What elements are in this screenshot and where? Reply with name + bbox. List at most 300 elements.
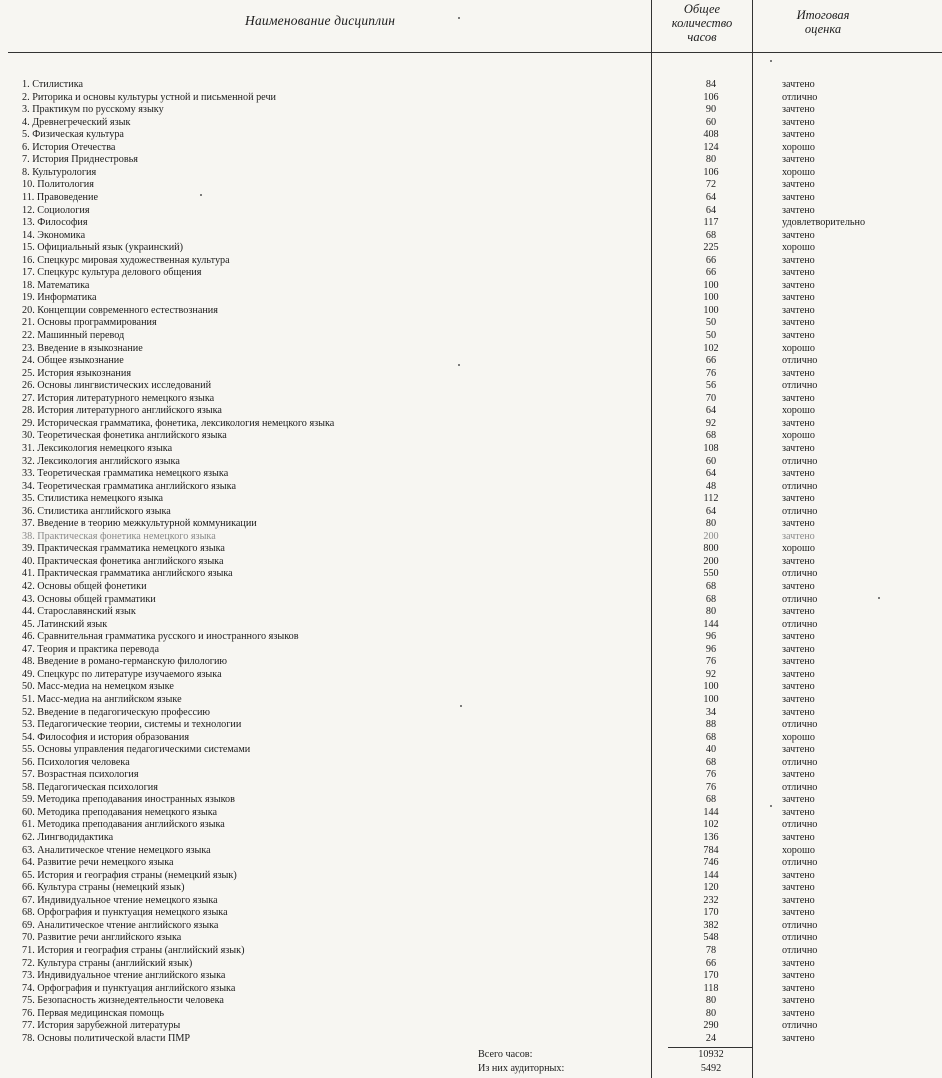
- row-number: 25.: [22, 367, 35, 379]
- hours-value: 56: [705, 380, 717, 392]
- discipline-title: Основы управления педагогическими системами: [37, 744, 251, 756]
- discipline-name: [22, 895, 218, 908]
- row-number: 69.: [22, 919, 35, 931]
- grade-value: зачтено: [782, 806, 815, 818]
- hours-value: 784: [703, 844, 719, 856]
- discipline-name: [22, 142, 115, 155]
- table-row: [0, 845, 942, 858]
- table-row: [0, 556, 942, 569]
- hours-value: 76: [705, 656, 717, 668]
- table-row: [0, 217, 942, 230]
- discipline-title: Социология: [37, 204, 90, 216]
- grade-value: зачтено: [782, 668, 815, 680]
- discipline-title: Лексикология английского языка: [37, 455, 180, 467]
- row-number: 23.: [22, 342, 35, 354]
- discipline-title: Введение в романо-германскую филологию: [37, 656, 228, 668]
- hours-value: 117: [703, 217, 719, 229]
- hours-value: 40: [705, 744, 717, 756]
- discipline-title: Основы общей грамматики: [37, 593, 156, 605]
- discipline-name: [22, 531, 216, 544]
- grade-value: отлично: [782, 919, 818, 931]
- discipline-name: [22, 819, 225, 832]
- discipline-title: Основы общей фонетики: [37, 581, 147, 592]
- discipline-title: Философия и история образования: [37, 731, 190, 743]
- hours-value: 92: [705, 668, 717, 680]
- grade-value: зачтено: [782, 417, 815, 429]
- hours-value: 550: [703, 568, 719, 580]
- grade-value: удовлетворительно: [782, 217, 866, 229]
- discipline-name: [22, 782, 158, 795]
- row-number: 45.: [22, 618, 35, 630]
- grade-value: отлично: [782, 1020, 818, 1032]
- discipline-name: [22, 945, 244, 958]
- grade-value: зачтено: [782, 330, 815, 341]
- column-header-grade: [768, 8, 878, 36]
- total-rule: [668, 1047, 752, 1048]
- hours-value: 100: [703, 304, 719, 316]
- row-number: 8.: [22, 166, 30, 178]
- discipline-name: [22, 393, 214, 406]
- discipline-title: Риторика и основы культуры устной и письменной речи: [32, 91, 277, 103]
- discipline-title: Спецкурс по литературе изучаемого языка: [37, 668, 222, 680]
- grade-value: зачтено: [782, 304, 815, 316]
- classroom-hours-label: Из них аудиторных:: [478, 1063, 565, 1074]
- table-row: [0, 882, 942, 895]
- hours-value: 80: [705, 995, 717, 1007]
- table-row: [0, 1020, 942, 1033]
- grade-value: зачтено: [782, 970, 815, 982]
- header-grade-line-2: оценка: [804, 22, 842, 36]
- row-number: 37.: [22, 518, 35, 530]
- row-number: 43.: [22, 593, 35, 605]
- hours-value: 66: [705, 254, 717, 266]
- row-number: 72.: [22, 957, 35, 969]
- discipline-name: [22, 267, 201, 280]
- hours-value: 225: [703, 242, 719, 254]
- table-row: [0, 606, 942, 619]
- discipline-title: Культурология: [32, 166, 97, 178]
- discipline-name: [22, 255, 230, 268]
- grade-value: зачтено: [782, 631, 815, 643]
- discipline-name: [22, 117, 130, 130]
- discipline-name: [22, 694, 182, 707]
- discipline-name: [22, 1033, 190, 1046]
- grade-value: отлично: [782, 781, 818, 793]
- table-row: [0, 568, 942, 581]
- table-row: [0, 857, 942, 870]
- row-number: 50.: [22, 681, 35, 693]
- discipline-name: [22, 405, 222, 418]
- discipline-title: Философия: [37, 217, 88, 229]
- discipline-name: [22, 920, 218, 933]
- grade-value: хорошо: [782, 141, 815, 153]
- row-number: 70.: [22, 932, 35, 944]
- row-number: 14.: [22, 229, 35, 241]
- discipline-name: [22, 179, 94, 192]
- discipline-title: Развитие речи немецкого языка: [37, 857, 174, 869]
- row-number: 75.: [22, 995, 35, 1007]
- table-row: [0, 255, 942, 268]
- discipline-title: Педагогические теории, системы и технологии: [37, 719, 242, 731]
- hours-value: 136: [703, 832, 719, 843]
- row-number: 54.: [22, 731, 35, 743]
- row-number: 64.: [22, 857, 35, 869]
- discipline-name: [22, 932, 181, 945]
- discipline-name: [22, 456, 180, 469]
- hours-value: 68: [705, 731, 717, 743]
- discipline-name: [22, 631, 299, 644]
- grade-value: отлично: [782, 593, 818, 605]
- hours-value: 76: [705, 367, 717, 379]
- grade-value: отлично: [782, 568, 818, 580]
- discipline-name: [22, 882, 185, 895]
- grade-value: зачтено: [782, 894, 815, 906]
- table-row: [0, 518, 942, 531]
- discipline-title: Методика преподавания английского языка: [37, 819, 225, 831]
- hours-value: 548: [703, 932, 719, 944]
- discipline-title: Спецкурс культура делового общения: [37, 267, 202, 279]
- discipline-name: [22, 845, 211, 858]
- discipline-title: Политология: [37, 179, 94, 191]
- grade-value: отлично: [782, 618, 818, 630]
- row-number: 17.: [22, 267, 35, 279]
- row-number: 66.: [22, 882, 35, 894]
- grade-value: зачтено: [782, 794, 815, 806]
- hours-value: 100: [703, 292, 719, 304]
- row-number: 71.: [22, 944, 35, 956]
- discipline-title: Масс-медиа на английском языке: [37, 693, 182, 705]
- discipline-name: [22, 619, 107, 632]
- grade-value: отлично: [782, 932, 818, 944]
- discipline-title: Историческая грамматика, фонетика, лексикология немецкого языка: [37, 417, 335, 429]
- hours-value: 78: [705, 944, 717, 956]
- discipline-title: Практическая фонетика английского языка: [37, 555, 224, 567]
- table-row: [0, 870, 942, 883]
- grade-value: зачтено: [782, 643, 815, 655]
- table-row: [0, 794, 942, 807]
- table-row: [0, 330, 942, 343]
- row-number: 41.: [22, 568, 35, 580]
- grade-value: отлично: [782, 819, 818, 831]
- discipline-name: [22, 606, 136, 619]
- table-row: [0, 669, 942, 682]
- discipline-name: [22, 669, 222, 682]
- discipline-name: [22, 681, 174, 694]
- table-row: [0, 694, 942, 707]
- table-row: [0, 619, 942, 632]
- table-row: [0, 179, 942, 192]
- row-number: 42.: [22, 581, 35, 592]
- grade-value: зачтено: [782, 367, 815, 379]
- discipline-name: [22, 983, 235, 996]
- hours-value: 72: [705, 179, 717, 191]
- discipline-title: Введение в педагогическую профессию: [37, 706, 211, 718]
- discipline-title: Психология человека: [37, 756, 130, 768]
- table-row: [0, 468, 942, 481]
- discipline-title: Теоретическая фонетика английского языка: [37, 430, 227, 442]
- row-number: 57.: [22, 769, 35, 781]
- row-number: 3.: [22, 104, 30, 116]
- row-number: 58.: [22, 781, 35, 793]
- header-hours-line-2: количество: [671, 16, 733, 30]
- row-number: 53.: [22, 719, 35, 731]
- table-row: [0, 719, 942, 732]
- table-row: [0, 154, 942, 167]
- hours-value: 66: [705, 267, 717, 279]
- hours-value: 70: [705, 392, 717, 404]
- hours-value: 68: [705, 794, 717, 806]
- hours-value: 100: [703, 681, 719, 693]
- discipline-title: История и география страны (немецкий язык): [37, 869, 237, 881]
- grade-value: зачтено: [782, 907, 815, 919]
- table-row: [0, 681, 942, 694]
- grade-value: зачтено: [782, 769, 815, 781]
- hours-value: 60: [705, 455, 717, 467]
- discipline-name: [22, 857, 174, 870]
- grade-value: хорошо: [782, 342, 815, 354]
- discipline-title: Развитие речи английского языка: [37, 932, 182, 944]
- discipline-name: [22, 581, 147, 594]
- grade-value: зачтено: [782, 279, 815, 291]
- table-row: [0, 656, 942, 669]
- discipline-name: [22, 769, 139, 782]
- table-row: [0, 493, 942, 506]
- discipline-name: [22, 481, 236, 494]
- grade-value: зачтено: [782, 656, 815, 668]
- hours-value: 96: [705, 643, 717, 655]
- row-number: 27.: [22, 392, 35, 404]
- row-number: 63.: [22, 844, 35, 856]
- row-number: 48.: [22, 656, 35, 668]
- discipline-name: [22, 832, 113, 845]
- discipline-name: [22, 468, 228, 481]
- discipline-title: Возрастная психология: [37, 769, 139, 781]
- table-row: [0, 267, 942, 280]
- hours-value: 144: [703, 806, 719, 818]
- row-number: 35.: [22, 493, 35, 505]
- hours-value: 88: [705, 719, 717, 731]
- table-row: [0, 819, 942, 832]
- row-number: 34.: [22, 480, 35, 492]
- scan-speck: [770, 60, 772, 62]
- row-number: 6.: [22, 141, 30, 153]
- discipline-title: Латинский язык: [37, 618, 108, 630]
- discipline-name: [22, 518, 257, 531]
- grade-value: хорошо: [782, 430, 815, 442]
- discipline-name: [22, 958, 192, 971]
- discipline-name: [22, 104, 164, 117]
- hours-value: 106: [703, 166, 719, 178]
- hours-value: 170: [703, 970, 719, 982]
- discipline-name: [22, 757, 130, 770]
- grade-value: зачтено: [782, 179, 815, 191]
- grade-value: зачтено: [782, 254, 815, 266]
- discipline-title: Теоретическая грамматика английского языка: [37, 480, 236, 492]
- row-number: 4.: [22, 116, 30, 128]
- table-row: [0, 192, 942, 205]
- discipline-title: Официальный язык (украинский): [37, 242, 184, 254]
- header-bottom-rule: [8, 52, 942, 53]
- grade-value: отлично: [782, 857, 818, 869]
- row-number: 44.: [22, 606, 35, 618]
- discipline-name: [22, 794, 235, 807]
- grade-value: зачтено: [782, 530, 815, 542]
- hours-value: 68: [705, 430, 717, 442]
- hours-value: 124: [703, 141, 719, 153]
- discipline-title: История литературного английского языка: [37, 405, 222, 417]
- table-row: [0, 506, 942, 519]
- total-hours-value: 10932: [698, 1049, 724, 1060]
- grade-value: зачтено: [782, 681, 815, 693]
- discipline-title: Лингводидактика: [37, 832, 114, 843]
- row-number: 59.: [22, 794, 35, 806]
- discipline-name: [22, 129, 124, 142]
- row-number: 39.: [22, 543, 35, 555]
- header-hours-line-3: часов: [687, 30, 717, 44]
- discipline-name: [22, 1020, 180, 1033]
- row-number: 60.: [22, 806, 35, 818]
- row-number: 29.: [22, 417, 35, 429]
- hours-value: 68: [705, 756, 717, 768]
- discipline-name: [22, 230, 85, 243]
- discipline-name: [22, 355, 124, 368]
- table-row: [0, 995, 942, 1008]
- table-row: [0, 757, 942, 770]
- table-row: [0, 305, 942, 318]
- grade-value: зачтено: [782, 229, 815, 241]
- discipline-title: Основы политической власти ПМР: [37, 1032, 191, 1044]
- discipline-name: [22, 292, 97, 305]
- discipline-title: Практическая грамматика немецкого языка: [37, 543, 225, 555]
- table-row: [0, 807, 942, 820]
- total-hours-label: Всего часов:: [478, 1049, 533, 1060]
- row-number: 5.: [22, 129, 30, 141]
- grade-value: хорошо: [782, 242, 815, 254]
- table-row: [0, 481, 942, 494]
- table-row: [0, 594, 942, 607]
- table-row: [0, 945, 942, 958]
- table-row: [0, 117, 942, 130]
- grade-value: зачтено: [782, 317, 815, 329]
- discipline-name: [22, 305, 218, 318]
- discipline-title: Практическая грамматика английского языка: [37, 568, 233, 580]
- table-row: [0, 368, 942, 381]
- grade-value: зачтено: [782, 79, 815, 90]
- discipline-name: [22, 418, 334, 431]
- row-number: 76.: [22, 1007, 35, 1019]
- discipline-name: [22, 368, 131, 381]
- hours-value: 102: [703, 342, 719, 354]
- grade-value: хорошо: [782, 543, 815, 555]
- discipline-name: [22, 870, 237, 883]
- hours-value: 80: [705, 518, 717, 530]
- hours-value: 66: [705, 957, 717, 969]
- table-row: [0, 443, 942, 456]
- grade-value: отлично: [782, 380, 818, 392]
- table-row: [0, 205, 942, 218]
- hours-value: 144: [703, 869, 719, 881]
- table-row: [0, 142, 942, 155]
- row-number: 1.: [22, 79, 30, 90]
- row-number: 11.: [22, 191, 35, 203]
- table-row: [0, 907, 942, 920]
- hours-value: 200: [703, 555, 719, 567]
- discipline-name: [22, 79, 83, 92]
- hours-value: 408: [703, 129, 719, 141]
- table-row: [0, 292, 942, 305]
- grade-value: хорошо: [782, 844, 815, 856]
- row-number: 67.: [22, 894, 35, 906]
- table-row: [0, 644, 942, 657]
- grade-value: зачтено: [782, 292, 815, 304]
- discipline-name: [22, 330, 124, 343]
- row-number: 52.: [22, 706, 35, 718]
- discipline-name: [22, 1008, 164, 1021]
- discipline-name: [22, 167, 96, 180]
- hours-value: 290: [703, 1020, 719, 1032]
- discipline-name: [22, 556, 224, 569]
- hours-value: 64: [705, 468, 717, 480]
- row-number: 77.: [22, 1020, 35, 1032]
- table-row: [0, 1008, 942, 1021]
- discipline-title: Лексикология немецкого языка: [37, 442, 173, 454]
- scan-speck: [458, 17, 460, 19]
- table-row: [0, 405, 942, 418]
- row-number: 28.: [22, 405, 35, 417]
- discipline-title: Методика преподавания немецкого языка: [37, 806, 218, 818]
- discipline-name: [22, 217, 88, 230]
- row-number: 19.: [22, 292, 35, 304]
- table-row: [0, 418, 942, 431]
- discipline-title: Экономика: [37, 229, 86, 241]
- discipline-name: [22, 343, 143, 356]
- hours-value: 64: [705, 505, 717, 517]
- grade-value: зачтено: [782, 267, 815, 279]
- row-number: 12.: [22, 204, 35, 216]
- grade-value: зачтено: [782, 706, 815, 718]
- discipline-title: Индивидуальное чтение немецкого языка: [37, 894, 218, 906]
- table-row: [0, 707, 942, 720]
- row-number: 24.: [22, 355, 35, 367]
- table-row: [0, 970, 942, 983]
- grade-value: отлично: [782, 944, 818, 956]
- hours-value: 118: [703, 982, 719, 994]
- row-number: 33.: [22, 468, 35, 480]
- discipline-title: Физическая культура: [32, 129, 124, 141]
- discipline-name: [22, 807, 217, 820]
- discipline-title: Математика: [37, 279, 90, 291]
- discipline-title: Правоведение: [36, 191, 98, 203]
- hours-value: 68: [705, 581, 717, 592]
- table-row: [0, 744, 942, 757]
- table-row: [0, 104, 942, 117]
- row-number: 13.: [22, 217, 35, 229]
- grade-value: зачтено: [782, 493, 815, 505]
- hours-value: 66: [705, 355, 717, 367]
- table-row: [0, 983, 942, 996]
- hours-value: 64: [705, 405, 717, 417]
- discipline-name: [22, 594, 156, 607]
- hours-value: 80: [705, 606, 717, 618]
- discipline-name: [22, 568, 233, 581]
- hours-value: 232: [703, 894, 719, 906]
- grade-value: хорошо: [782, 731, 815, 743]
- hours-value: 50: [705, 317, 717, 329]
- row-number: 2.: [22, 91, 30, 103]
- discipline-title: Концепции современного естествознания: [37, 304, 218, 316]
- hours-value: 800: [703, 543, 719, 555]
- row-number: 78.: [22, 1032, 35, 1044]
